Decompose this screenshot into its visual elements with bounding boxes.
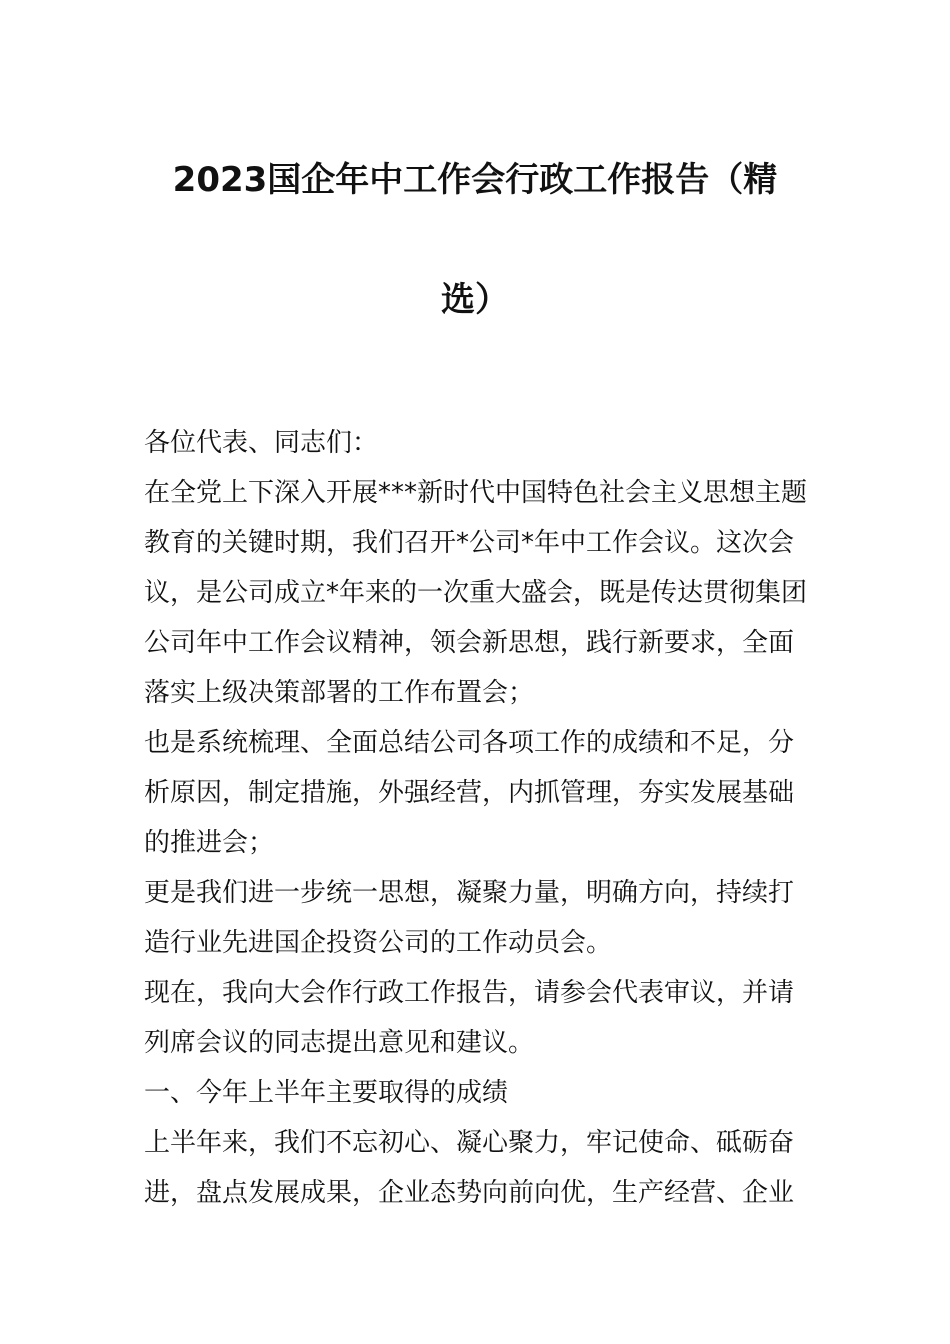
body-line: 上半年来，我们不忘初心、凝心聚力，牢记使命、砥砺奋 <box>144 1128 795 1158</box>
body-line: 议，是公司成立*年来的一次重大盛会，既是传达贯彻集团 <box>144 578 808 608</box>
document-body <box>144 418 808 1218</box>
body-line: 落实上级决策部署的工作布置会； <box>144 678 535 708</box>
body-line: 公司年中工作会议精神，领会新思想，践行新要求，全面 <box>144 628 795 658</box>
body-line: 析原因，制定措施，外强经营，内抓管理，夯实发展基础 <box>144 778 795 808</box>
body-line: 也是系统梳理、全面总结公司各项工作的成绩和不足，分 <box>144 728 795 758</box>
document-title-line-1: 2023国企年中工作会行政工作报告（精 <box>172 160 778 200</box>
body-line: 现在，我向大会作行政工作报告，请参会代表审议，并请 <box>144 978 795 1008</box>
body-line: 进，盘点发展成果，企业态势向前向优，生产经营、企业 <box>144 1178 795 1208</box>
body-line: 的推进会； <box>144 828 275 858</box>
body-line: 更是我们进一步统一思想，凝聚力量，明确方向，持续打 <box>144 878 795 908</box>
section-heading: 一、今年上半年主要取得的成绩 <box>144 1078 509 1108</box>
body-line: 在全党上下深入开展***新时代中国特色社会主义思想主题 <box>144 478 808 508</box>
document-title-line-2: 选） <box>441 280 509 320</box>
body-line: 教育的关键时期，我们召开*公司*年中工作会议。这次会 <box>144 528 795 558</box>
body-line: 造行业先进国企投资公司的工作动员会。 <box>144 928 613 958</box>
salutation: 各位代表、同志们： <box>144 428 379 458</box>
body-line: 列席会议的同志提出意见和建议。 <box>144 1028 535 1058</box>
